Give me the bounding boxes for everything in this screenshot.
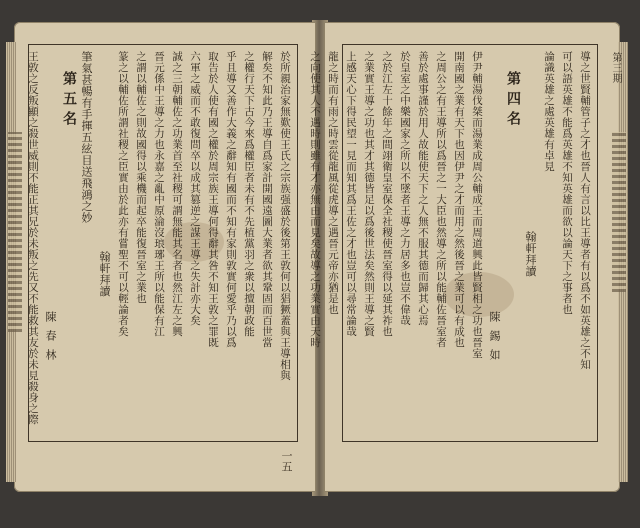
comment-note: 筆氣甚暢有手揮五絃目送飛鴻之妙	[80, 51, 93, 224]
rank-heading: 第五名	[61, 71, 77, 131]
essay-column: 上感天心下得民望一見而知其爲王佐之才也豈可以尋常論哉	[345, 51, 357, 337]
text-column: 論識英雄之處英雄有卓見	[543, 51, 555, 172]
page-edge-label: 第三期	[610, 52, 621, 84]
essay-column: 王敦之反叛顯之殺世威則不能正其兄於未叛之先又不能救其友於未見殺身之際	[27, 51, 39, 425]
right-columns	[309, 51, 591, 435]
essay-column: 善於處事謹於用人故能使天下之人無不服其德而歸其心焉	[417, 51, 429, 326]
text-column: 誠之三朝輔佐之功業首至社稷可謂無能其名者也然江左之興	[171, 51, 183, 337]
text-column: 晉元係中王導之力也永嘉之亂中原淪沒琅琊王所以能保有江	[153, 51, 165, 337]
open-book	[14, 14, 626, 514]
text-column: 篆之以輔佐所謂社稷之臣實由於此亦有嘗聖不可以輕論者矣	[117, 51, 129, 337]
essay-column: 伊尹輔湯伐桀而湯業成周公輔成王而周道興此皆賢相之功也晉室	[471, 51, 483, 359]
right-edge-tabs	[612, 132, 626, 292]
essay-column: 之向使其人不遇時則雖有才亦無由而見矣故導之功業實由天時	[309, 51, 321, 348]
text-column: 於所親治家無歎使王氏之宗族强盛於後第王敦何以猖獗蓋與王導相與	[279, 51, 291, 381]
essay-column: 之周公之有王導所以爲晉之一大臣也然導之所以能輔佐晉室者	[435, 51, 447, 348]
text-column: 可以語英雄不能爲英雄不知英雄而欲以論天下之事者也	[561, 51, 573, 315]
right-page	[309, 22, 621, 492]
left-columns	[27, 51, 291, 435]
author-name: 陳春林	[44, 311, 57, 368]
text-column: 六軍之威而不敢復問卒以成其篡逆之謀王導之失計亦大矣	[189, 51, 201, 326]
essay-column: 之業實王導之功也其才其德皆足以爲後世法矣然則王導之賢	[363, 51, 375, 337]
text-column: 乎且導又善作大義之辭知有國而不知有家則敦實何愛乎乃以爲	[225, 51, 237, 348]
author-name: 陳錫如	[488, 311, 501, 368]
left-page	[14, 22, 316, 492]
text-column: 之謂以輔佐之則故國得以乘機而起卒能復晉室之業也	[135, 51, 147, 304]
text-column: 解矣不知此乃王導自爲家計開國遠圖大業者欲其鞏固而百世當	[261, 51, 273, 348]
text-column: 之權行天下古今來爲權臣者未有不先植黨羽之衆以擅朝政能	[243, 51, 255, 337]
essay-column: 於皇室之中樂國家之所以不墜者王導之力居多也豈不偉哉	[399, 51, 411, 326]
text-column: 取告於人使有國之權於周宗族王導何得辭其咎不知王敦之罪既	[207, 51, 219, 348]
text-column: 導之世賢輔管子之才也晉人有言以比王導者有以爲不如英雄之不知	[579, 51, 591, 370]
essay-column: 之於江左十餘年之間翊衛皇室保全社稷使晉室得以延其祚也	[381, 51, 393, 337]
page-number: 一五	[280, 450, 293, 472]
rank-heading: 第四名	[505, 71, 521, 131]
right-text-frame	[309, 44, 598, 442]
essay-column: 龍之時而有雨之時雲從龍風從虎導之遇晉元帝亦猶是也	[327, 51, 339, 315]
left-text-frame	[28, 44, 298, 442]
signature: 翰軒拜讀	[98, 251, 111, 297]
left-edge-tabs	[8, 132, 22, 332]
signature: 翰軒拜讀	[524, 231, 537, 277]
essay-column: 開南國之業有天下也因伊尹之才而用之然後晉之業可以有成也	[453, 51, 465, 348]
